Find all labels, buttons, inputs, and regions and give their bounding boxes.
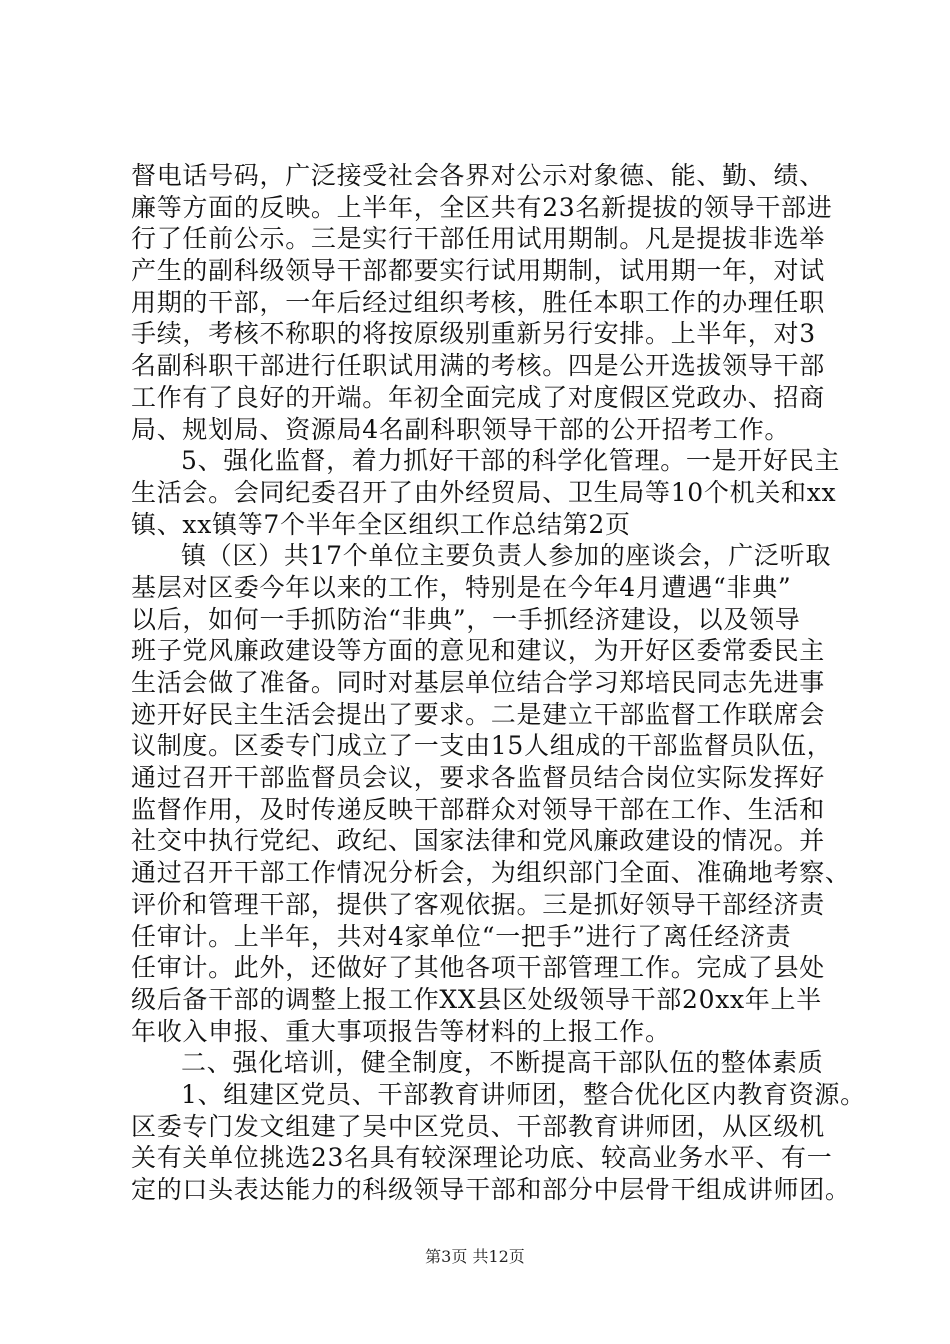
text-line: 镇、xx镇等7个半年全区组织工作总结第2页 xyxy=(131,509,631,539)
text-line: 任审计。此外，还做好了其他各项干部管理工作。完成了县处 xyxy=(131,953,825,983)
text-line: 用期的干部，一年后经过组织考核，胜任本职工作的办理任职 xyxy=(131,287,825,317)
text-line: 生活会。会同纪委召开了由外经贸局、卫生局等10个机关和xx xyxy=(131,477,837,507)
text-line: 通过召开干部工作情况分析会，为组织部门全面、准确地考察、 xyxy=(131,858,851,888)
text-line: 级后备干部的调整上报工作XX县区处级领导干部20xx年上半 xyxy=(131,984,822,1014)
text-line: 生活会做了准备。同时对基层单位结合学习郑培民同志先进事 xyxy=(131,668,825,697)
text-line: 通过召开干部监督员会议，要求各监督员结合岗位实际发挥好 xyxy=(131,763,825,793)
text-line: 区委专门发文组建了吴中区党员、干部教育讲师团，从区级机 xyxy=(131,1111,825,1141)
text-line: 定的口头表达能力的科级领导干部和部分中层骨干组成讲师团。 xyxy=(131,1175,851,1204)
text-line: 手续，考核不称职的将按原级别重新另行安排。上半年，对3 xyxy=(131,319,816,349)
text-line: 名副科职干部进行任职试用满的考核。四是公开选拔领导干部 xyxy=(131,351,825,381)
text-line: 任审计。上半年，共对4家单位“一把手”进行了离任经济责 xyxy=(131,921,792,951)
text-line: 议制度。区委专门成立了一支由15人组成的干部监督员队伍， xyxy=(131,731,833,761)
text-line: 年收入申报、重大事项报告等材料的上报工作。 xyxy=(131,1016,671,1046)
body-text xyxy=(131,160,866,1206)
text-line: 基层对区委今年以来的工作，特别是在今年4月遭遇“非典” xyxy=(131,572,792,602)
text-line: 二、强化培训，健全制度，不断提高干部队伍的整体素质 xyxy=(181,1048,824,1078)
text-line: 1、组建区党员、干部教育讲师团，整合优化区内教育资源。 xyxy=(181,1079,866,1109)
text-line: 工作有了良好的开端。年初全面完成了对度假区党政办、招商 xyxy=(131,382,825,412)
page-footer: 第3页 共12页 xyxy=(425,1247,525,1266)
text-line: 关有关单位挑选23名具有较深理论功底、较高业务水平、有一 xyxy=(131,1143,833,1173)
text-line: 评价和管理干部，提供了客观依据。三是抓好领导干部经济责 xyxy=(131,889,825,919)
text-line: 监督作用，及时传递反映干部群众对领导干部在工作、生活和 xyxy=(131,794,825,824)
text-line: 以后，如何一手抓防治“非典”，一手抓经济建设，以及领导 xyxy=(131,604,801,634)
text-line: 行了任前公示。三是实行干部任用试用期制。凡是提拔非选举 xyxy=(131,224,825,254)
text-line: 迹开好民主生活会提出了要求。二是建立干部监督工作联席会 xyxy=(131,699,825,729)
text-line: 班子党风廉政建设等方面的意见和建议，为开好区委常委民主 xyxy=(131,636,825,666)
text-line: 廉等方面的反映。上半年，全区共有23名新提拔的领导干部进 xyxy=(131,192,833,222)
text-line: 镇（区）共17个单位主要负责人参加的座谈会，广泛听取 xyxy=(181,541,832,571)
text-line: 社交中执行党纪、政纪、国家法律和党风廉政建设的情况。并 xyxy=(131,826,825,856)
text-line: 督电话号码，广泛接受社会各界对公示对象德、能、勤、绩、 xyxy=(131,161,825,190)
text-line: 局、规划局、资源局4名副科职领导干部的公开招考工作。 xyxy=(131,414,791,444)
text-line: 5、强化监督，着力抓好干部的科学化管理。一是开好民主 xyxy=(181,446,841,476)
text-line: 产生的副科级领导干部都要实行试用期制，试用期一年，对试 xyxy=(131,256,825,286)
